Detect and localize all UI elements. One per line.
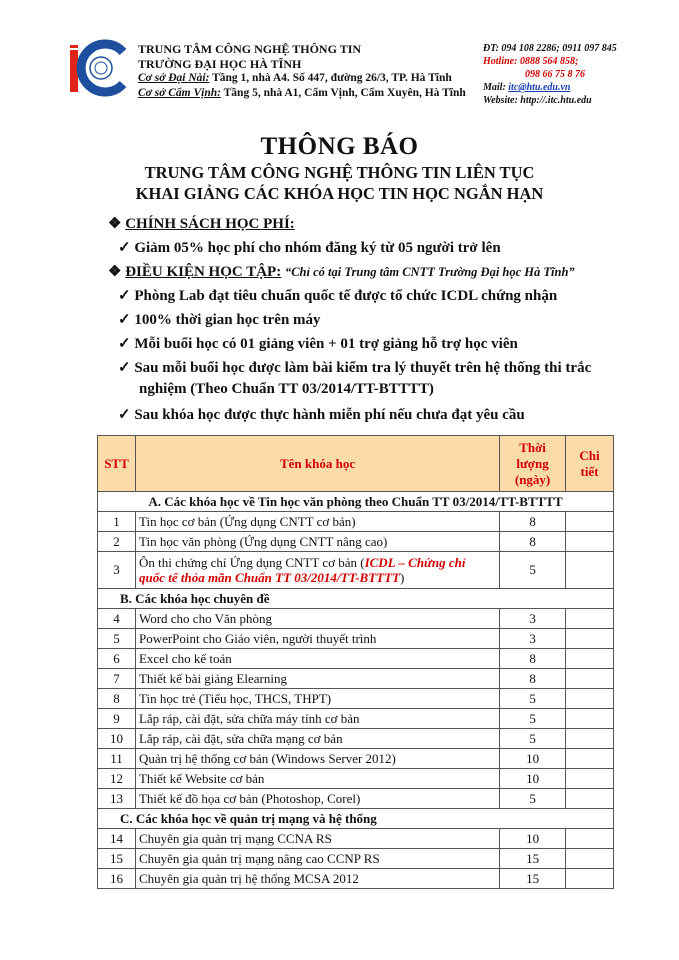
campus1-address: Tầng 1, nhà A4. Số 447, đường 26/3, TP. Hà Tĩnh xyxy=(209,72,452,84)
detail-cell[interactable] xyxy=(566,849,614,869)
table-row: 12 Thiết kế Website cơ bản 10 xyxy=(98,769,614,789)
campus2-address: Tầng 5, nhà A1, Cẩm Vịnh, Cẩm Xuyên, Hà Tĩnh xyxy=(220,86,466,99)
table-header-row xyxy=(98,436,614,492)
conditions-note: “Chỉ có tại Trung tâm CNTT Trường Đại học Hà Tĩnh” xyxy=(284,265,575,279)
table-row: 2 Tin học văn phòng (Ứng dụng CNTT nâng cao) 8 xyxy=(98,532,614,552)
table-row: 7 Thiết kế bài giảng Elearning 8 xyxy=(98,669,614,689)
page-title: THÔNG BÁO xyxy=(260,133,419,160)
policy-item: ✓ Giảm 05% học phí cho nhóm đăng ký từ 05 người trở lên xyxy=(118,240,501,256)
condition-item-cont: nghiệm (Theo Chuẩn TT 03/2014/TT-BTTTT) xyxy=(139,381,434,397)
header-name: Tên khóa học xyxy=(135,436,499,492)
mail-link[interactable]: itc@htu.edu.vn xyxy=(508,82,571,93)
table-row: 10 Lắp ráp, cài đặt, sửa chữa mạng cơ bản 5 xyxy=(98,729,614,749)
conditions-heading: ❖ ĐIỀU KIỆN HỌC TẬP: “Chỉ có tại Trung tâm CNTT Trường Đại học Hà Tĩnh” xyxy=(108,264,575,280)
phone: ĐT: 094 108 2286; 0911 097 845 xyxy=(483,43,617,54)
table-row: 13 Thiết kế đồ họa cơ bản (Photoshop, Corel) 5 xyxy=(98,789,614,809)
table-row: 16 Chuyên gia quản trị hệ thống MCSA 2012 15 xyxy=(98,869,614,889)
detail-cell[interactable] xyxy=(566,829,614,849)
table-row: 4 Word cho cho Văn phòng 3 xyxy=(98,609,614,629)
icdl-highlight: ICDL – Chứng chỉ xyxy=(364,555,466,570)
table-row: 9 Lắp ráp, cài đặt, sửa chữa máy tính cơ bản 5 xyxy=(98,709,614,729)
group-c-heading: C. Các khóa học về quản trị mạng và hệ thống xyxy=(98,809,614,829)
course-table xyxy=(97,435,614,889)
header-duration: Thời lượng (ngày) xyxy=(500,436,566,492)
table-row: 5 PowerPoint cho Giáo viên, người thuyết trình 3 xyxy=(98,629,614,649)
school-name: TRƯỜNG ĐẠI HỌC HÀ TĨNH xyxy=(138,56,302,71)
table-row: 11 Quản trị hệ thống cơ bản (Windows Server 2012) 10 xyxy=(98,749,614,769)
subtitle-2: KHAI GIẢNG CÁC KHÓA HỌC TIN HỌC NGẮN HẠN xyxy=(135,184,544,203)
condition-item: ✓ Sau khóa học được thực hành miễn phí nếu chưa đạt yêu cầu xyxy=(118,407,525,423)
detail-cell[interactable] xyxy=(566,869,614,889)
header-stt: STT xyxy=(98,436,136,492)
detail-cell[interactable] xyxy=(566,649,614,669)
detail-cell[interactable] xyxy=(566,629,614,649)
detail-cell[interactable] xyxy=(566,789,614,809)
hotline-1: Hotline: 0888 564 858; xyxy=(483,56,579,67)
condition-item: ✓ Sau mỗi buổi học được làm bài kiểm tra lý thuyết trên hệ thống thi trắc xyxy=(118,360,592,376)
detail-cell[interactable] xyxy=(566,609,614,629)
campus1-label: Cơ sở Đại Nài: xyxy=(138,72,210,84)
table-row: 15 Chuyên gia quản trị mạng nâng cao CCNP RS 15 xyxy=(98,849,614,869)
contact-block xyxy=(483,42,617,107)
detail-cell[interactable] xyxy=(566,512,614,532)
detail-cell[interactable] xyxy=(566,749,614,769)
condition-item: ✓ Mỗi buổi học có 01 giảng viên + 01 trợ giảng hỗ trợ học viên xyxy=(118,336,518,352)
policy-heading: ❖ CHÍNH SÁCH HỌC PHÍ: xyxy=(108,216,295,232)
detail-cell[interactable] xyxy=(566,769,614,789)
group-a-heading: A. Các khóa học về Tin học văn phòng theo Chuẩn TT 03/2014/TT-BTTTT xyxy=(98,492,614,512)
header-block xyxy=(138,42,466,100)
table-row: 3 Ôn thi chứng chỉ Ứng dụng CNTT cơ bản (ICDL – Chứng chỉ quốc tế thỏa mãn Chuẩn TT 03/2014/TT-BTTTT) 5 xyxy=(98,552,614,589)
hotline-2: 098 66 75 8 76 xyxy=(525,69,585,80)
detail-cell[interactable] xyxy=(566,729,614,749)
website[interactable]: Website: http://.itc.htu.edu xyxy=(483,95,592,106)
detail-cell[interactable] xyxy=(566,532,614,552)
group-b-heading: B. Các khóa học chuyên đề xyxy=(98,589,614,609)
table-row: 6 Excel cho kế toán 8 xyxy=(98,649,614,669)
mail-label: Mail: xyxy=(483,82,509,93)
table-row: 1 Tin học cơ bản (Ứng dụng CNTT cơ bản) 8 xyxy=(98,512,614,532)
detail-cell[interactable] xyxy=(566,552,614,589)
table-row: 8 Tin học trẻ (Tiểu học, THCS, THPT) 5 xyxy=(98,689,614,709)
detail-cell[interactable] xyxy=(566,689,614,709)
condition-item: ✓ Phòng Lab đạt tiêu chuẩn quốc tế được tổ chức ICDL chứng nhận xyxy=(118,288,558,304)
subtitle-1: TRUNG TÂM CÔNG NGHỆ THÔNG TIN LIÊN TỤC xyxy=(144,163,535,182)
table-row: 14 Chuyên gia quản trị mạng CCNA RS 10 xyxy=(98,829,614,849)
campus2-label: Cơ sở Cẩm Vịnh: xyxy=(138,86,221,99)
header-detail: Chi tiết xyxy=(566,436,614,492)
detail-cell[interactable] xyxy=(566,709,614,729)
condition-item: ✓ 100% thời gian học trên máy xyxy=(118,312,321,328)
detail-cell[interactable] xyxy=(566,669,614,689)
org-name: TRUNG TÂM CÔNG NGHỆ THÔNG TIN xyxy=(138,42,362,56)
itc-logo xyxy=(68,38,128,98)
